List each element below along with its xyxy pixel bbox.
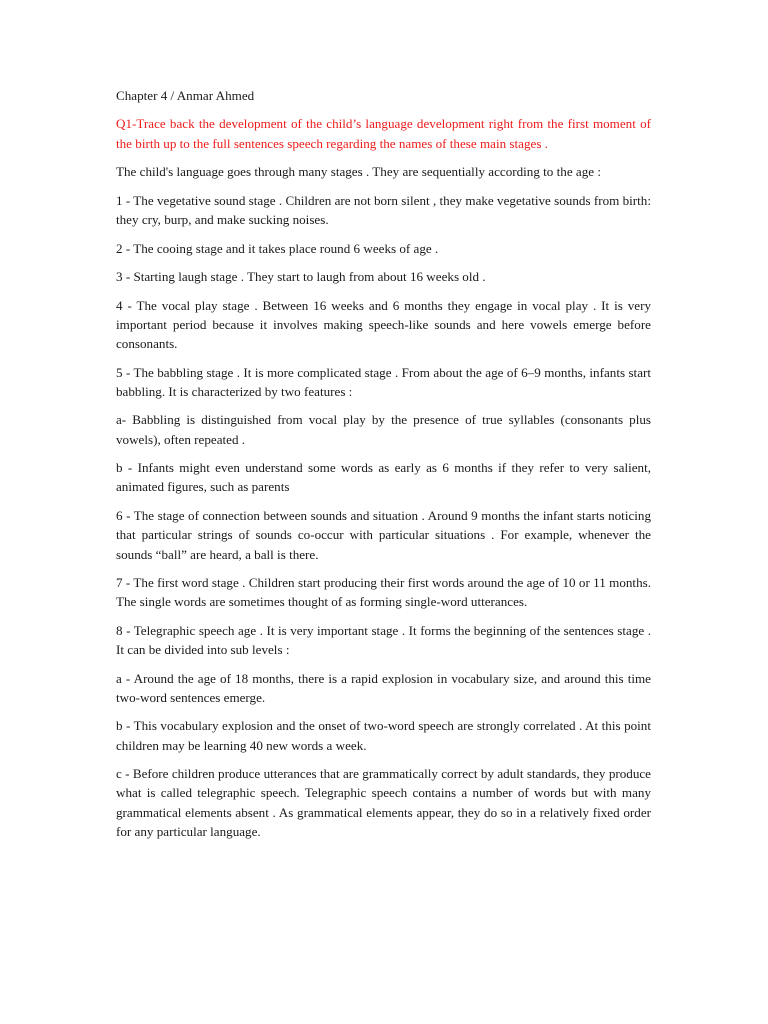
paragraph-stage-8: 8 - Telegraphic speech age . It is very important stage . It forms the beginning of the sentences stage . It can be divided into sub levels : — [116, 622, 651, 658]
document-page — [116, 86, 651, 851]
paragraph-stage-4: 4 - The vocal play stage . Between 16 weeks and 6 months they engage in vocal play . It is very important period because it involves making speech-like sounds and here vowels emerge before consonants. — [116, 297, 651, 352]
paragraph-stage-3: 3 - Starting laugh stage . They start to laugh from about 16 weeks old . — [116, 269, 486, 285]
paragraph-stage-8b: b - This vocabulary explosion and the onset of two-word speech are strongly correlated . At this point children may be learning 40 new words a week. — [116, 718, 651, 753]
paragraph-stage-1: 1 - The vegetative sound stage . Children are not born silent , they make vegetative sounds from birth: they cry, burp, and make sucking noises. — [116, 192, 651, 228]
question-text: Q1-Trace back the development of the child’s language development right from the first moment of the birth up to the full sentences speech regarding the names of these main stages . — [116, 116, 651, 151]
paragraph-stage-5b: b - Infants might even understand some words as early as 6 months if they refer to very salient, animated figures, such as parents — [116, 460, 651, 495]
paragraph-stage-2: 2 - The cooing stage and it takes place round 6 weeks of age . — [116, 240, 439, 256]
paragraph-stage-7: 7 - The first word stage . Children start producing their first words around the age of 10 or 11 months. The single words are sometimes thought of as forming single-word utterances. — [116, 575, 651, 610]
paragraph-stage-8a: a - Around the age of 18 months, there is a rapid explosion in vocabulary size, and around this time two-word sentences emerge. — [116, 670, 651, 705]
intro-paragraph: The child's language goes through many stages . They are sequentially according to the age : — [116, 164, 601, 180]
paragraph-stage-6: 6 - The stage of connection between sounds and situation . Around 9 months the infant starts noticing that particular strings of sounds co-occur with particular situations . For example, whenever the sounds “ball” are heard, a ball is there. — [116, 507, 651, 562]
paragraph-stage-5a: a- Babbling is distinguished from vocal play by the presence of true syllables (consonants plus vowels), often repeated . — [116, 412, 651, 447]
paragraph-stage-5: 5 - The babbling stage . It is more complicated stage . From about the age of 6–9 months, infants start babbling. It is characterized by two features : — [116, 364, 651, 399]
chapter-heading: Chapter 4 / Anmar Ahmed — [116, 88, 255, 103]
paragraph-stage-8c: c - Before children produce utterances that are grammatically correct by adult standards, they produce what is called telegraphic speech. Telegraphic speech contains a number of words but with many grammatical elements absent . As grammatical elements appear, they do so in a relatively fixed order for any particular language. — [116, 766, 651, 840]
